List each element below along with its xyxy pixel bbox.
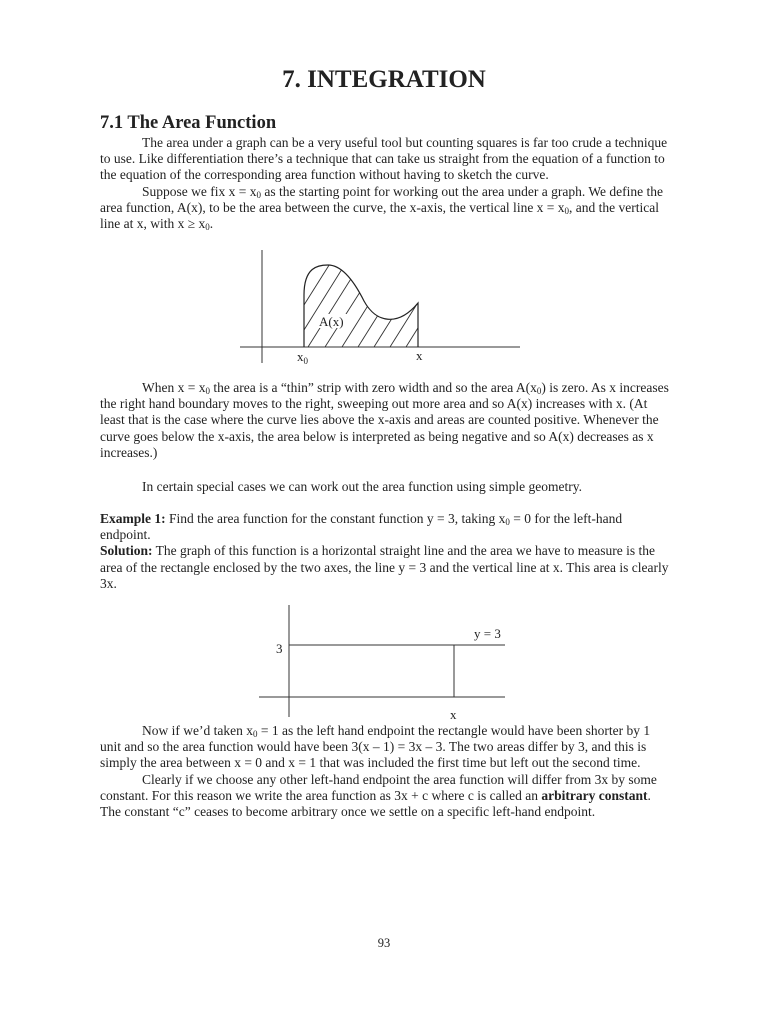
intro-text (100, 135, 670, 232)
solution-paragraph: Solution: The graph of this function is a horizontal straight line and the area we have to measure is the area of the rectangle enclosed by the two axes, the line y = 3 and the vertical line at x. This area is clearly 3x. (100, 543, 669, 591)
conclusion-text (100, 723, 670, 820)
section-title: 7.1 The Area Function (100, 113, 277, 133)
example-label: Example 1: (100, 511, 166, 526)
x0-label: $x_0$ (297, 349, 308, 366)
x-label: x (416, 348, 423, 363)
example-paragraph: Example 1: Find the area function for the constant function y = 3, taking $x_0 = 0$ for the left-hand endpoint. (100, 511, 623, 543)
discussion-text-2 (100, 479, 670, 495)
arbitrary-constant-term: arbitrary constant (541, 787, 648, 803)
page-number: 93 (377, 936, 391, 950)
line-label: y = 3 (474, 626, 501, 641)
chapter-title: 7. INTEGRATION (282, 66, 486, 93)
constant-function-figure (255, 605, 515, 725)
hatch-lines (304, 235, 470, 347)
discussion-paragraph-1: When $x = x_0$ the area is a “thin” strip with zero width and so the area $A(x_0)$ is zero. As x increases the right hand boundary moves to the right, sweeping out more area and so A(x) increases with x. (At least that is the case where the curve lies above the x-axis and areas are counted positive. Whenever the curve goes below the x-axis, the area below is interpreted as being negative and so A(x) decreases as x increases.) (100, 380, 669, 460)
intro-paragraph-1: The area under a graph can be a very useful tool but counting squares is far too crude a technique to use. Like differentiation there’s a technique that can take us straight from the equation of a function to the equation of the corresponding area function without having to sketch the curve. (100, 135, 668, 183)
discussion-text (100, 380, 670, 461)
area-function-figure (230, 245, 530, 370)
conclusion-paragraph-2: Clearly if we choose any other left-hand endpoint the area function will differ from 3x by some constant. For this reason we write the area function as 3x + c where c is called an arbitrary constant. The constant “c” ceases to become arbitrary once we settle on a specific left-hand endpoint. (100, 771, 657, 820)
intro-paragraph-2: Suppose we fix $x = x_0$ as the starting point for working out the area under a graph. We define the area function, A(x), to be the area between the curve, the x-axis, the vertical line $x = x_0$, and the vertical line at x, with $x \ge x_0$. (100, 183, 664, 233)
x-label: x (450, 707, 457, 722)
example-text (100, 511, 670, 592)
conclusion-paragraph-1: Now if we’d taken $x_0 = 1$ as the left hand endpoint the rectangle would have been shorter by 1 unit and so the area function would have been 3(x – 1) = 3x – 3. The two areas differ by 3, and this is simply the area between x = 0 and x = 1 that was included the first time but left out the second time. (100, 723, 651, 771)
y-tick-label: 3 (276, 641, 283, 656)
discussion-paragraph-2: In certain special cases we can work out the area function using simple geometry. (142, 479, 582, 494)
area-label: A(x) (319, 314, 344, 329)
solution-label: Solution: (100, 543, 153, 559)
